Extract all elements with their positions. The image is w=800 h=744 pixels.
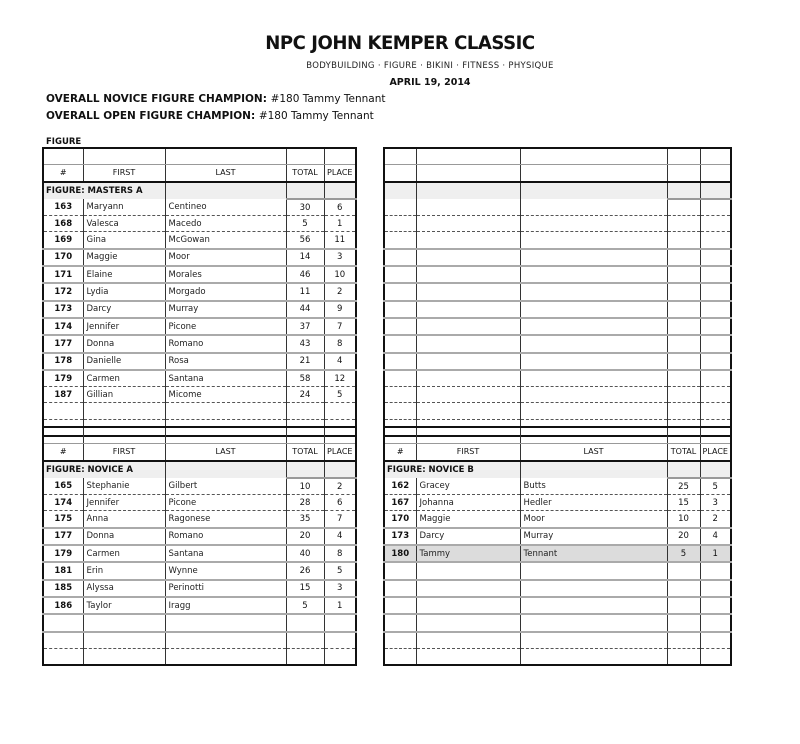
competitor-number: 174 xyxy=(43,318,83,335)
table-row xyxy=(43,199,356,216)
first-name: Jennifer xyxy=(83,318,165,335)
competitor-number: 172 xyxy=(43,283,83,300)
competitor-number: 162 xyxy=(384,478,416,495)
first-name: Gracey xyxy=(416,478,520,495)
table-row xyxy=(43,318,356,335)
table-row xyxy=(43,335,356,352)
novice-b-table xyxy=(383,426,732,666)
total: 21 xyxy=(286,353,324,370)
total: 26 xyxy=(286,562,324,579)
open-champion-value: #180 Tammy Tennant xyxy=(258,110,374,122)
col-last: LAST xyxy=(520,444,667,461)
open-champion-line xyxy=(46,110,374,122)
first-name: Elaine xyxy=(83,266,165,283)
competitor-number: 187 xyxy=(43,387,83,403)
last-name: Moor xyxy=(520,511,667,528)
empty-row xyxy=(384,597,731,614)
table-row xyxy=(43,266,356,283)
empty-row xyxy=(384,614,731,631)
group-name: FIGURE: NOVICE A xyxy=(43,461,165,478)
first-name: Maggie xyxy=(83,249,165,266)
place: 2 xyxy=(324,283,356,300)
competitor-number: 165 xyxy=(43,478,83,495)
place: 4 xyxy=(700,528,731,545)
place: 10 xyxy=(324,266,356,283)
column-header-row xyxy=(43,444,356,461)
last-name: Morales xyxy=(165,266,286,283)
place: 8 xyxy=(324,335,356,352)
table-row xyxy=(384,478,731,495)
total: 10 xyxy=(286,478,324,495)
first-name: Darcy xyxy=(83,301,165,318)
competitor-number: 186 xyxy=(43,597,83,614)
total: 20 xyxy=(286,528,324,545)
total: 20 xyxy=(667,528,700,545)
place: 6 xyxy=(324,199,356,216)
first-name: Gina xyxy=(83,232,165,249)
place: 3 xyxy=(700,495,731,511)
last-name: Wynne xyxy=(165,562,286,579)
place: 7 xyxy=(324,511,356,528)
col-place: PLACE xyxy=(324,165,356,182)
place: 9 xyxy=(324,301,356,318)
competitor-number: 178 xyxy=(43,353,83,370)
col-last: LAST xyxy=(165,165,286,182)
first-name: Tammy xyxy=(416,545,520,562)
table-row xyxy=(384,495,731,511)
place: 2 xyxy=(700,511,731,528)
table-row xyxy=(43,528,356,545)
last-name: Santana xyxy=(165,545,286,562)
total: 35 xyxy=(286,511,324,528)
table-row xyxy=(43,216,356,232)
last-name: Iragg xyxy=(165,597,286,614)
competitor-number: 170 xyxy=(43,249,83,266)
last-name: McGowan xyxy=(165,232,286,249)
first-name: Lydia xyxy=(83,283,165,300)
total: 44 xyxy=(286,301,324,318)
last-name: Ragonese xyxy=(165,511,286,528)
event-subtitle: BODYBUILDING · FIGURE · BIKINI · FITNESS · PHYSIQUE xyxy=(306,61,554,71)
first-name: Taylor xyxy=(83,597,165,614)
col-first: FIRST xyxy=(83,444,165,461)
last-name: Murray xyxy=(520,528,667,545)
competitor-number: 174 xyxy=(43,495,83,511)
table-row xyxy=(43,353,356,370)
col-first: FIRST xyxy=(83,165,165,182)
empty-row xyxy=(384,648,731,665)
first-name: Jennifer xyxy=(83,495,165,511)
place: 8 xyxy=(324,545,356,562)
empty-row xyxy=(384,562,731,579)
last-name: Tennant xyxy=(520,545,667,562)
empty-row xyxy=(384,580,731,597)
empty-row xyxy=(43,648,356,665)
novice-champion-value: #180 Tammy Tennant xyxy=(270,93,386,105)
total: 24 xyxy=(286,387,324,403)
competitor-number: 181 xyxy=(43,562,83,579)
first-name: Stephanie xyxy=(83,478,165,495)
place: 5 xyxy=(700,478,731,495)
first-name: Erin xyxy=(83,562,165,579)
place: 1 xyxy=(324,216,356,232)
empty-row xyxy=(43,614,356,631)
last-name: Picone xyxy=(165,318,286,335)
place: 3 xyxy=(324,249,356,266)
first-name: Carmen xyxy=(83,370,165,387)
event-date: APRIL 19, 2014 xyxy=(389,77,471,88)
table-row xyxy=(43,232,356,249)
group-header xyxy=(384,461,731,478)
total: 10 xyxy=(667,511,700,528)
competitor-number: 177 xyxy=(43,528,83,545)
table-row xyxy=(43,597,356,614)
competitor-number: 169 xyxy=(43,232,83,249)
first-name: Valesca xyxy=(83,216,165,232)
place: 11 xyxy=(324,232,356,249)
total: 56 xyxy=(286,232,324,249)
table-row xyxy=(384,528,731,545)
empty-row xyxy=(43,403,356,419)
first-name: Alyssa xyxy=(83,580,165,597)
col-num: # xyxy=(384,444,416,461)
first-name: Carmen xyxy=(83,545,165,562)
place: 7 xyxy=(324,318,356,335)
col-place: PLACE xyxy=(700,444,731,461)
last-name: Moor xyxy=(165,249,286,266)
last-name: Macedo xyxy=(165,216,286,232)
first-name: Donna xyxy=(83,335,165,352)
competitor-number: 163 xyxy=(43,199,83,216)
last-name: Romano xyxy=(165,335,286,352)
competitor-number: 168 xyxy=(43,216,83,232)
competitor-number: 179 xyxy=(43,370,83,387)
competitor-number: 175 xyxy=(43,511,83,528)
total: 5 xyxy=(286,216,324,232)
group-header xyxy=(43,182,356,199)
first-name: Maggie xyxy=(416,511,520,528)
last-name: Gilbert xyxy=(165,478,286,495)
novice-a-table xyxy=(42,426,357,666)
place: 1 xyxy=(324,597,356,614)
total: 14 xyxy=(286,249,324,266)
total: 37 xyxy=(286,318,324,335)
table-row xyxy=(43,562,356,579)
last-name: Butts xyxy=(520,478,667,495)
last-name: Murray xyxy=(165,301,286,318)
competitor-number: 185 xyxy=(43,580,83,597)
place: 4 xyxy=(324,353,356,370)
total: 58 xyxy=(286,370,324,387)
total: 25 xyxy=(667,478,700,495)
first-name: Maryann xyxy=(83,199,165,216)
group-name: FIGURE: MASTERS A xyxy=(43,182,165,199)
col-num: # xyxy=(43,165,83,182)
last-name: Romano xyxy=(165,528,286,545)
col-first: FIRST xyxy=(416,444,520,461)
table-row xyxy=(43,301,356,318)
col-last: LAST xyxy=(165,444,286,461)
place: 5 xyxy=(324,562,356,579)
total: 46 xyxy=(286,266,324,283)
competitor-number: 180 xyxy=(384,545,416,562)
competitor-number: 167 xyxy=(384,495,416,511)
table-row xyxy=(43,370,356,387)
table-row-winner xyxy=(384,545,731,562)
first-name: Gillian xyxy=(83,387,165,403)
group-name: FIGURE: NOVICE B xyxy=(384,461,520,478)
first-name: Donna xyxy=(83,528,165,545)
place: 6 xyxy=(324,495,356,511)
place: 4 xyxy=(324,528,356,545)
novice-champion-line xyxy=(46,93,385,105)
column-header-row xyxy=(43,165,356,182)
first-name: Anna xyxy=(83,511,165,528)
table-row xyxy=(43,249,356,266)
table-row xyxy=(384,511,731,528)
event-title: NPC JOHN KEMPER CLASSIC xyxy=(265,32,535,54)
first-name: Johanna xyxy=(416,495,520,511)
competitor-number: 171 xyxy=(43,266,83,283)
empty-division-table xyxy=(383,147,732,437)
last-name: Hedler xyxy=(520,495,667,511)
col-place: PLACE xyxy=(324,444,356,461)
last-name: Perinotti xyxy=(165,580,286,597)
total: 28 xyxy=(286,495,324,511)
table-row xyxy=(43,495,356,511)
total: 15 xyxy=(667,495,700,511)
last-name: Centineo xyxy=(165,199,286,216)
place: 2 xyxy=(324,478,356,495)
group-header xyxy=(43,461,356,478)
total: 5 xyxy=(286,597,324,614)
col-total: TOTAL xyxy=(286,165,324,182)
table-row xyxy=(43,283,356,300)
last-name: Micome xyxy=(165,387,286,403)
total: 5 xyxy=(667,545,700,562)
empty-row xyxy=(384,632,731,649)
total: 11 xyxy=(286,283,324,300)
empty-row xyxy=(43,632,356,649)
table-row xyxy=(43,545,356,562)
first-name: Darcy xyxy=(416,528,520,545)
masters-a-table xyxy=(42,147,357,437)
novice-champion-label: OVERALL NOVICE FIGURE CHAMPION: xyxy=(46,93,267,105)
section-label: FIGURE xyxy=(46,137,82,147)
column-header-row xyxy=(384,444,731,461)
total: 30 xyxy=(286,199,324,216)
first-name: Danielle xyxy=(83,353,165,370)
last-name: Picone xyxy=(165,495,286,511)
competitor-number: 173 xyxy=(384,528,416,545)
total: 40 xyxy=(286,545,324,562)
col-total: TOTAL xyxy=(667,444,700,461)
col-num: # xyxy=(43,444,83,461)
total: 43 xyxy=(286,335,324,352)
total: 15 xyxy=(286,580,324,597)
competitor-number: 170 xyxy=(384,511,416,528)
last-name: Rosa xyxy=(165,353,286,370)
table-row xyxy=(43,387,356,403)
place: 3 xyxy=(324,580,356,597)
place: 12 xyxy=(324,370,356,387)
table-row xyxy=(43,478,356,495)
place: 5 xyxy=(324,387,356,403)
col-total: TOTAL xyxy=(286,444,324,461)
competitor-number: 179 xyxy=(43,545,83,562)
competitor-number: 173 xyxy=(43,301,83,318)
last-name: Morgado xyxy=(165,283,286,300)
table-row xyxy=(43,580,356,597)
last-name: Santana xyxy=(165,370,286,387)
table-row xyxy=(43,511,356,528)
open-champion-label: OVERALL OPEN FIGURE CHAMPION: xyxy=(46,110,256,122)
competitor-number: 177 xyxy=(43,335,83,352)
place: 1 xyxy=(700,545,731,562)
